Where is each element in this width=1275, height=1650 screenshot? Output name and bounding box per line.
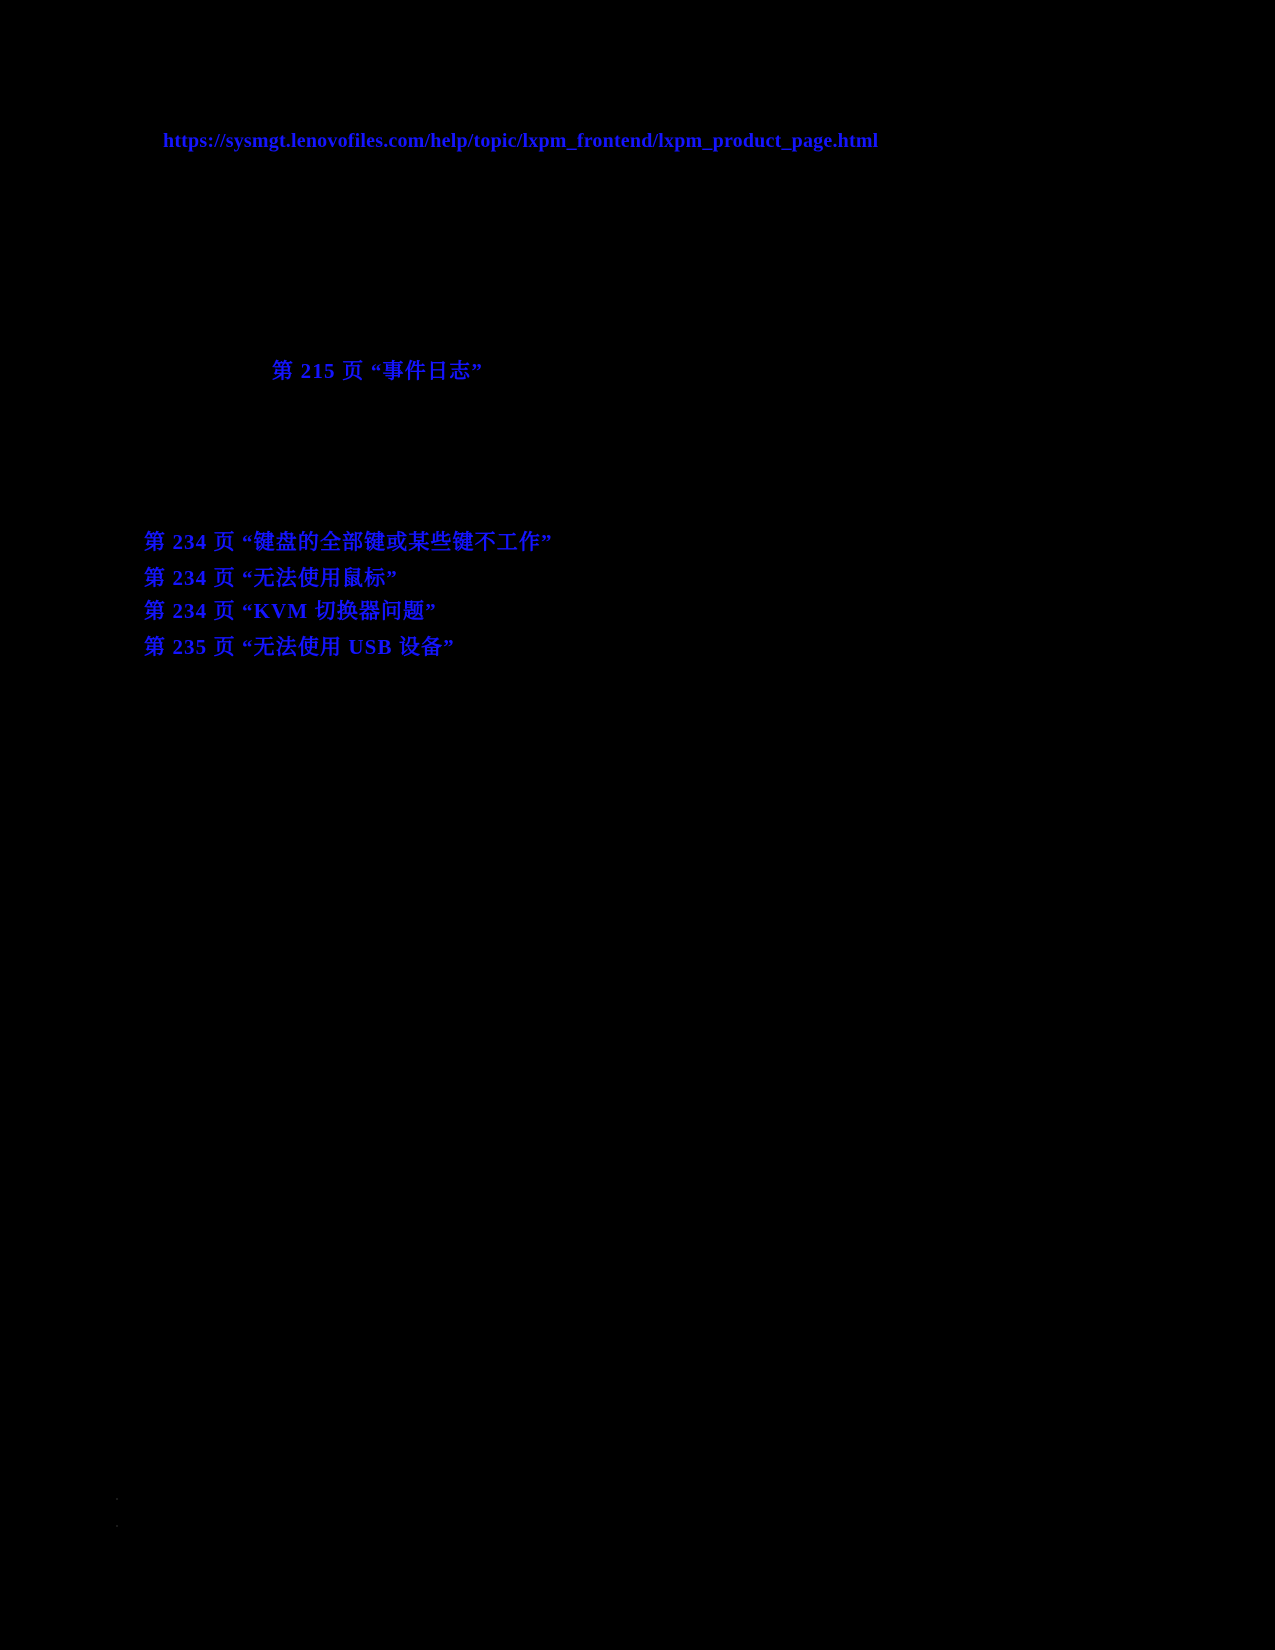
usb-device-not-usable-link[interactable]: 第 235 页 “无法使用 USB 设备” (144, 635, 455, 659)
keyboard-keys-not-working-link[interactable]: 第 234 页 “键盘的全部键或某些键不工作” (144, 530, 553, 554)
event-log-cross-reference-link[interactable]: 第 215 页 “事件日志” (272, 359, 484, 383)
footer-marker-dot-1 (116, 1498, 118, 1500)
mouse-not-usable-link[interactable]: 第 234 页 “无法使用鼠标” (144, 566, 398, 590)
footer-marker-dot-2 (116, 1525, 118, 1527)
kvm-switch-problem-link[interactable]: 第 234 页 “KVM 切换器问题” (144, 599, 437, 623)
lxpm-product-page-link[interactable]: https://sysmgt.lenovofiles.com/help/topic/lxpm_frontend/lxpm_product_page.html (163, 130, 879, 152)
